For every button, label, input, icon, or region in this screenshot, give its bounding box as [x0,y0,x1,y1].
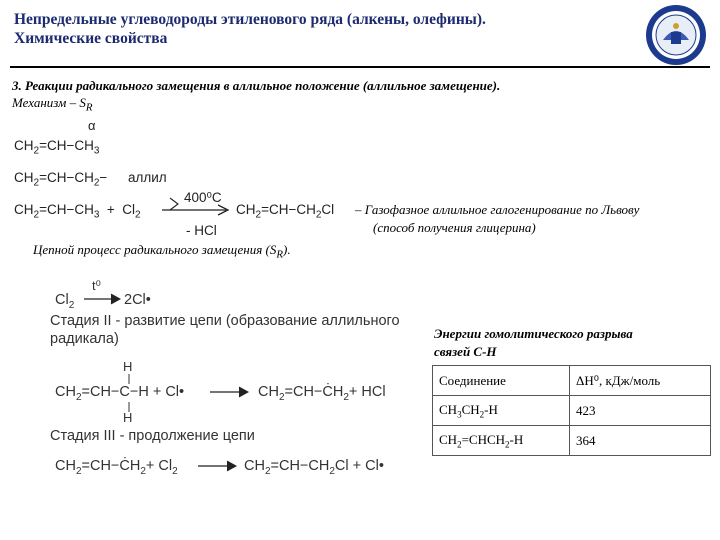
university-emblem-icon [645,4,707,66]
initiation-arrow-icon [82,292,124,306]
continuation-arrow-icon [196,459,240,473]
t-label: t⁰ [92,278,101,293]
energy-title-1: Энергии гомолитического разрыва [434,326,633,341]
energy-table [432,365,711,456]
reaction-arrow-icon [160,196,232,216]
allyl-chloride-product: $CH_2=CH-CH_2Cl$ [236,202,335,221]
title-line-1: Непредельные углеводороды этиленового ряда (алкены, олефины). [14,11,486,28]
hydrogen-top: H [123,359,133,374]
table-row [433,396,711,426]
title-line-2: Химические свойства [14,30,168,47]
initiation-reactant: $Cl_2$ [55,292,75,311]
value-cell: 423 [570,396,711,426]
compound-cell: $CH_2=CHCH_2-H$ [433,426,570,456]
hydrogen-bottom: H [123,410,133,425]
propagation-arrow-icon [208,385,252,399]
compound-cell: $CH_3CH_2-H$ [433,396,570,426]
stage-2-label: Стадия II - развитие цепи (образование аллильного [50,313,400,329]
col-header-dh: ΔH⁰, кДж/моль [570,366,711,396]
section-heading: 3. Реакции радикального замещения в аллильное положение (аллильное замещение). [12,78,501,93]
temperature-label: 400⁰С [184,190,222,205]
bond-lines [126,374,132,414]
stage-3-label: Стадия III - продолжение цепи [50,428,255,444]
continuation-products: $CH_2=CH-CH_2Cl$ + Cl• [244,458,384,477]
mechanism-label: Механизм – $S_R$ [12,95,93,114]
allyl-label: аллил [128,170,167,185]
alpha-label: α [88,118,96,133]
reaction-reactants: $CH_2=CH-CH_3 + Cl_2$ [14,202,141,221]
stage-2-cont: радикала) [50,331,119,347]
energy-title-2: связей С-Н [434,344,497,359]
continuation-reactants: $CH_2=CH-ĊH_2+ Cl_2$ [55,458,178,477]
chain-process-label: Цепной процесс радикального замещения $(S_R)$. [33,242,291,261]
value-cell: 364 [570,426,711,456]
header-divider [10,66,710,68]
note-line-1: – Газофазное аллильное галогенирование по Львову [355,202,640,217]
note-line-2: (способ получения глицерина) [373,220,536,235]
propene-formula: $CH_2=CH-CH_3$ [14,138,100,157]
byproduct-hcl: - HCl [186,223,217,238]
initiation-product: 2Cl• [124,292,151,308]
table-header-row [433,366,711,396]
table-row [433,426,711,456]
propagation-reactants: $CH_2=CH-C-H$ + Cl• [55,384,185,403]
page-title [14,10,486,48]
allyl-formula: $CH_2=CH-CH_2-$ [14,170,108,189]
allyl-radical-product: $CH_2=CH-ĊH_2+$ HCl [258,384,386,403]
col-header-compound: Соединение [433,366,570,396]
